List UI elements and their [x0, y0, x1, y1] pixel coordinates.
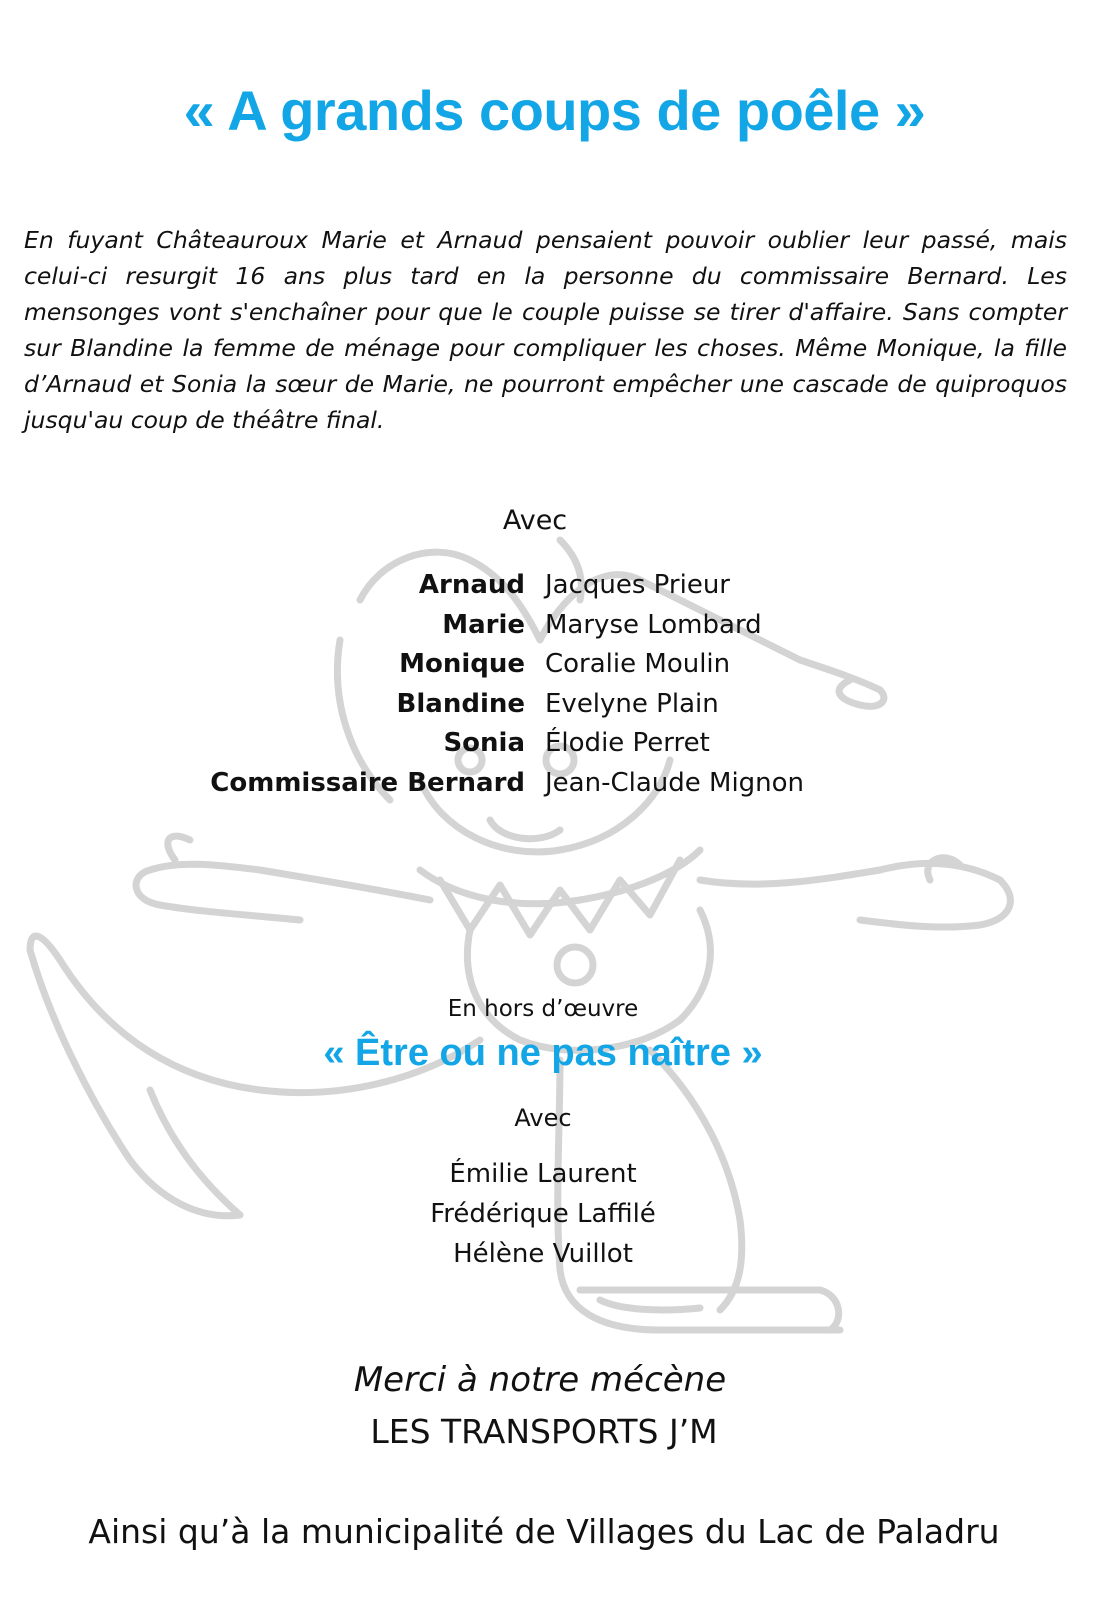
cast-list — [0, 566, 1109, 804]
opener-title: « Être ou ne pas naître » — [323, 1032, 763, 1074]
play-title: « A grands coups de poêle » — [183, 79, 926, 142]
cast-role: Monique — [399, 649, 525, 680]
thanks-line: Merci à notre mécène — [353, 1360, 727, 1400]
synopsis-paragraph: En fuyant Châteauroux Marie et Arnaud pensaient pouvoir oublier leur passé, mais celui-ci resurgit 16 ans plus tard en la personne du commissaire Bernard. Les mensonges vont s'enchaîner pour que le couple puisse se tirer d'affaire. Sans compter sur Blandine la femme de ménage pour compliquer les choses. Même Monique, la fille d’Arnaud et Sonia la sœur de Marie, ne pourront empêcher une cascade de quiproquos jusqu'au coup de théâtre final. — [24, 226, 1067, 434]
cast-actor: Jean-Claude Mignon — [545, 767, 805, 798]
cast-row — [0, 685, 1109, 725]
cast-role: Arnaud — [418, 570, 525, 600]
sponsor-name: LES TRANSPORTS J’M — [370, 1412, 718, 1451]
opener-cast-heading: Avec — [514, 1104, 572, 1132]
opener-label: En hors d’œuvre — [447, 996, 639, 1022]
opener-cast-member: Émilie Laurent — [449, 1159, 637, 1189]
opener-cast-list — [0, 1154, 1086, 1274]
cast-row — [0, 566, 1109, 606]
cast-heading: Avec — [502, 505, 568, 536]
cast-role: Marie — [442, 609, 525, 640]
cast-actor: Élodie Perret — [545, 728, 710, 759]
cast-role: Sonia — [443, 728, 525, 759]
cast-actor: Jacques Prieur — [545, 570, 730, 600]
cast-row — [0, 645, 1109, 685]
cast-row — [0, 606, 1109, 646]
opener-cast-member: Frédérique Laffilé — [430, 1199, 656, 1229]
cast-role: Commissaire Bernard — [210, 767, 525, 798]
opener-cast-member: Hélène Vuillot — [453, 1239, 633, 1269]
cast-row — [0, 764, 1109, 804]
cast-actor: Coralie Moulin — [545, 649, 731, 680]
cast-actor: Maryse Lombard — [545, 609, 762, 640]
cast-role: Blandine — [396, 688, 525, 719]
cast-row — [0, 724, 1109, 764]
cast-actor: Evelyne Plain — [545, 688, 719, 719]
municipality-thanks: Ainsi qu’à la municipalité de Villages du Lac de Paladru — [88, 1512, 1000, 1551]
